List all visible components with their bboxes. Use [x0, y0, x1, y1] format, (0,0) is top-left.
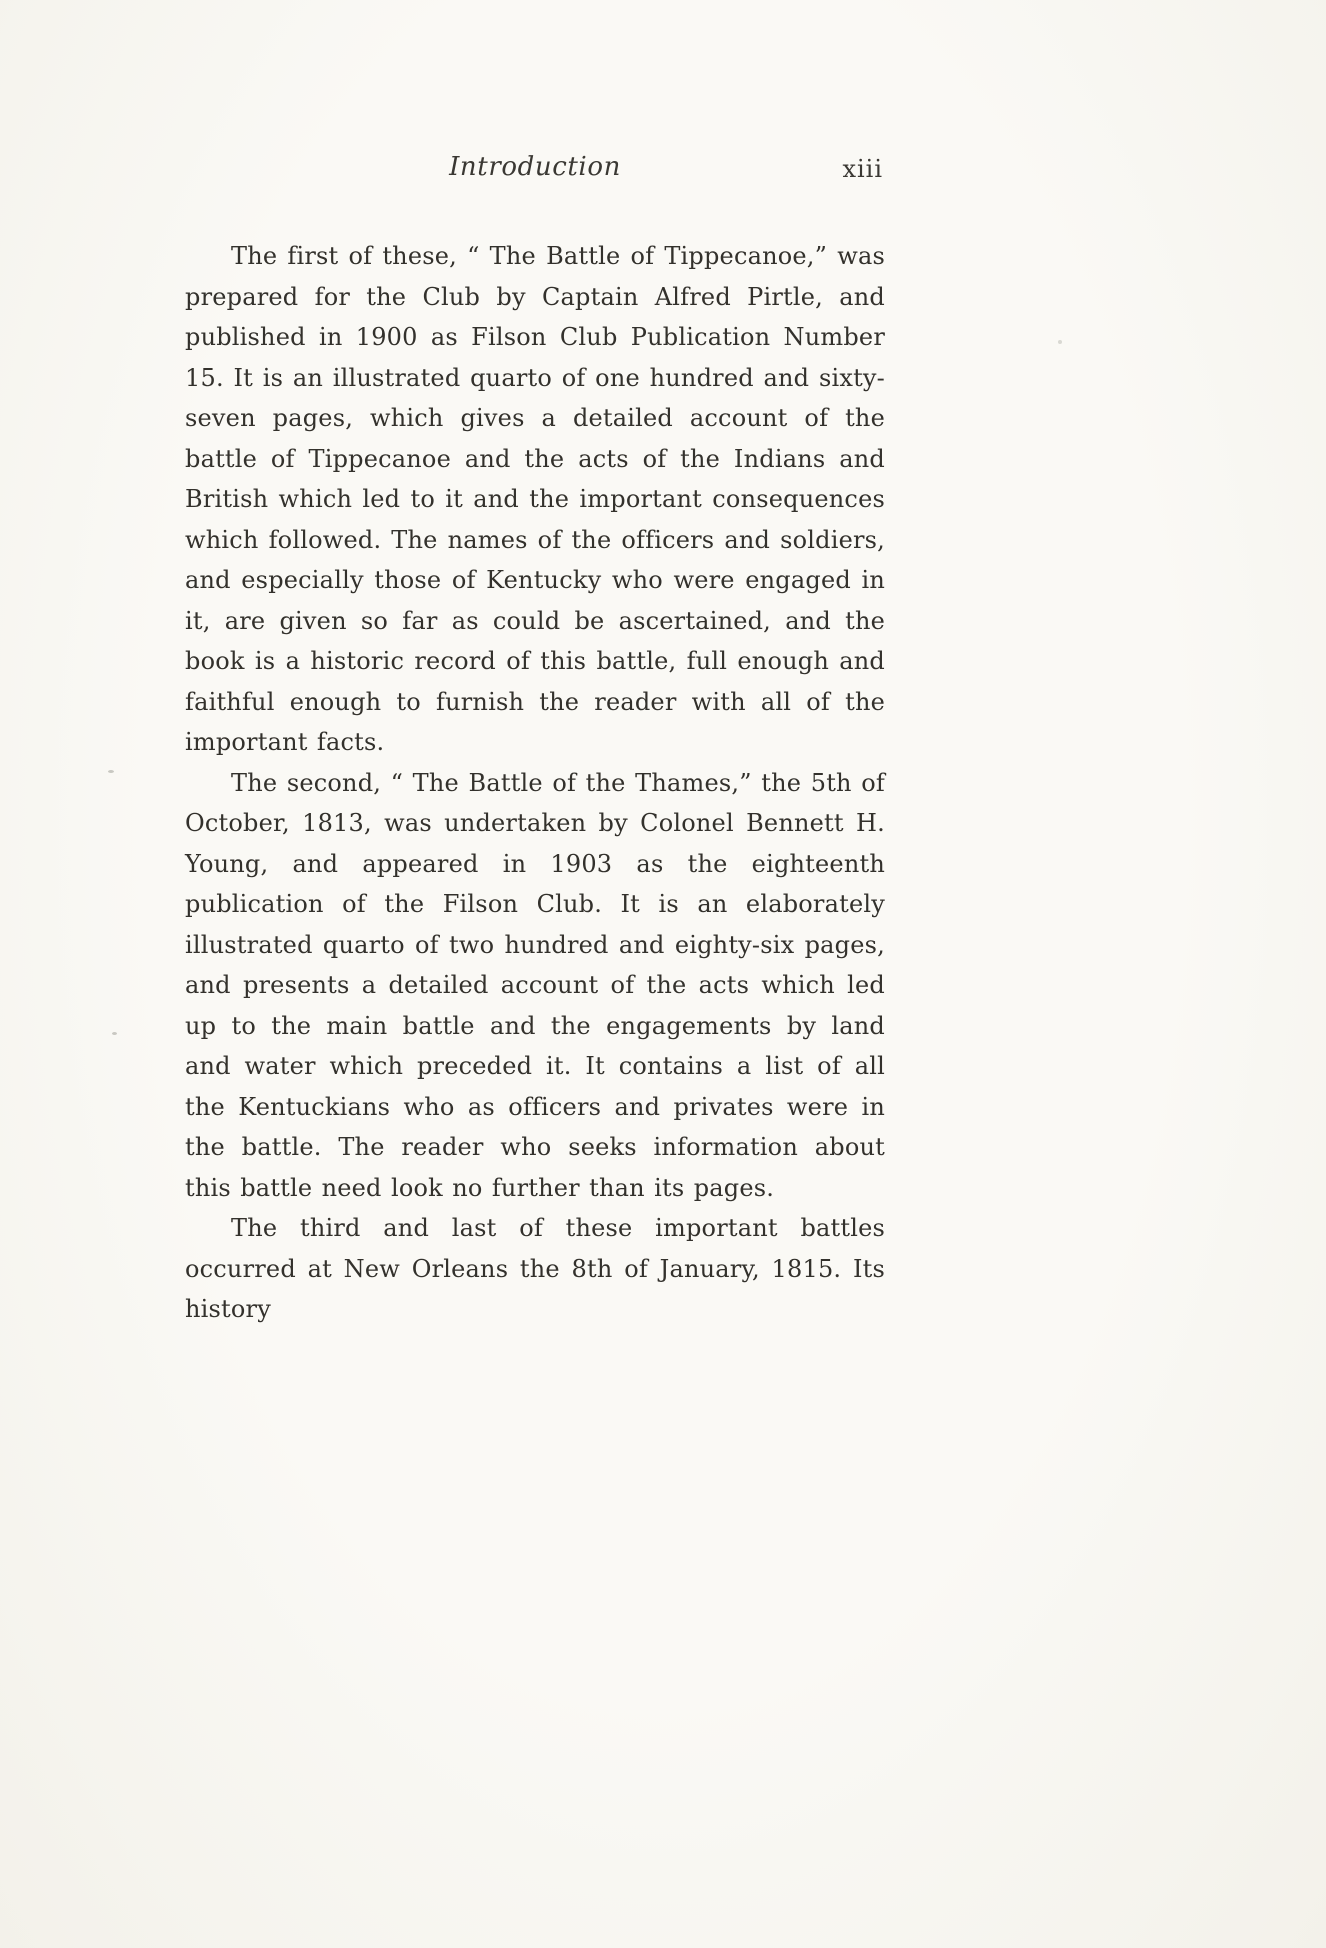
- paragraph-1: The first of these, “ The Battle of Tippecanoe,” was prepared for the Club by Captain Alfred Pirtle, and published in 1900 as Filson Club Publication Number 15. It is an illustrated quarto of one hundred and sixty-seven pages, which gives a detailed account of the battle of Tippecanoe and the acts of the Indians and British which led to it and the important consequences which followed. The names of the officers and soldiers, and especially those of Kentucky who were engaged in it, are given so far as could be ascertained, and the book is a historic record of this battle, full enough and faithful enough to furnish the reader with all of the important facts.: [185, 242, 885, 756]
- scan-speck: [108, 770, 114, 773]
- scan-speck: [1058, 340, 1062, 344]
- scan-speck: [112, 1032, 117, 1035]
- body-text: [185, 236, 885, 1330]
- page-number: xiii: [842, 155, 883, 183]
- running-head: [185, 152, 885, 194]
- chapter-title: Introduction: [449, 152, 621, 182]
- text-column: [185, 152, 885, 1330]
- paragraph-3: The third and last of these important battles occurred at New Orleans the 8th of January, 1815. Its history: [185, 1214, 885, 1323]
- paragraph-2: The second, “ The Battle of the Thames,” the 5th of October, 1813, was undertaken by Colonel Bennett H. Young, and appeared in 1903 as the eighteenth publication of the Filson Club. It is an elaborately illustrated quarto of two hundred and eighty-six pages, and presents a detailed account of the acts which led up to the main battle and the engagements by land and water which preceded it. It contains a list of all the Kentuckians who as officers and privates were in the battle. The reader who seeks information about this battle need look no further than its pages.: [185, 768, 885, 1202]
